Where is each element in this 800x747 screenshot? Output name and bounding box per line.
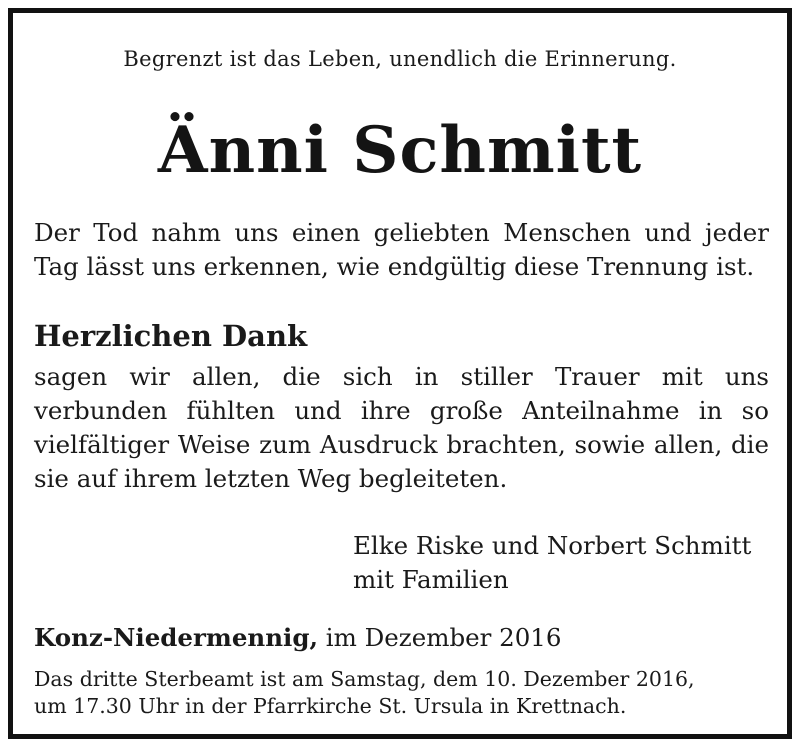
service-line-1: Das dritte Sterbeamt ist am Samstag, dem 10. Dezember 2016,	[34, 667, 695, 691]
deceased-name: Änni Schmitt	[157, 113, 643, 188]
place-name: Konz-Niedermennig,	[34, 623, 319, 652]
thanks-paragraph: sagen wir allen, die sich in stiller Trauer mit uns verbunden fühlten und ihre große Anteilnahme in so vielfältiger Weise zum Ausdruck brachten, sowie allen, die sie auf ihrem letzten Weg begleiteten.	[34, 362, 769, 493]
signature-block	[353, 529, 751, 597]
signature-family: mit Familien	[353, 565, 509, 594]
service-notice	[34, 666, 769, 720]
service-line-2: um 17.30 Uhr in der Pfarrkirche St. Ursula in Krettnach.	[34, 694, 627, 718]
thanks-heading: Herzlichen Dank	[34, 319, 308, 353]
date-text: im Dezember 2016	[318, 623, 562, 652]
motto-text: Begrenzt ist das Leben, unendlich die Erinnerung.	[123, 47, 677, 71]
obituary-card	[8, 8, 792, 739]
place-date-line	[34, 623, 561, 652]
signature-names: Elke Riske und Norbert Schmitt	[353, 531, 752, 560]
intro-paragraph: Der Tod nahm uns einen geliebten Menschen und jeder Tag lässt uns erkennen, wie endgültig diese Trennung ist.	[34, 218, 769, 281]
